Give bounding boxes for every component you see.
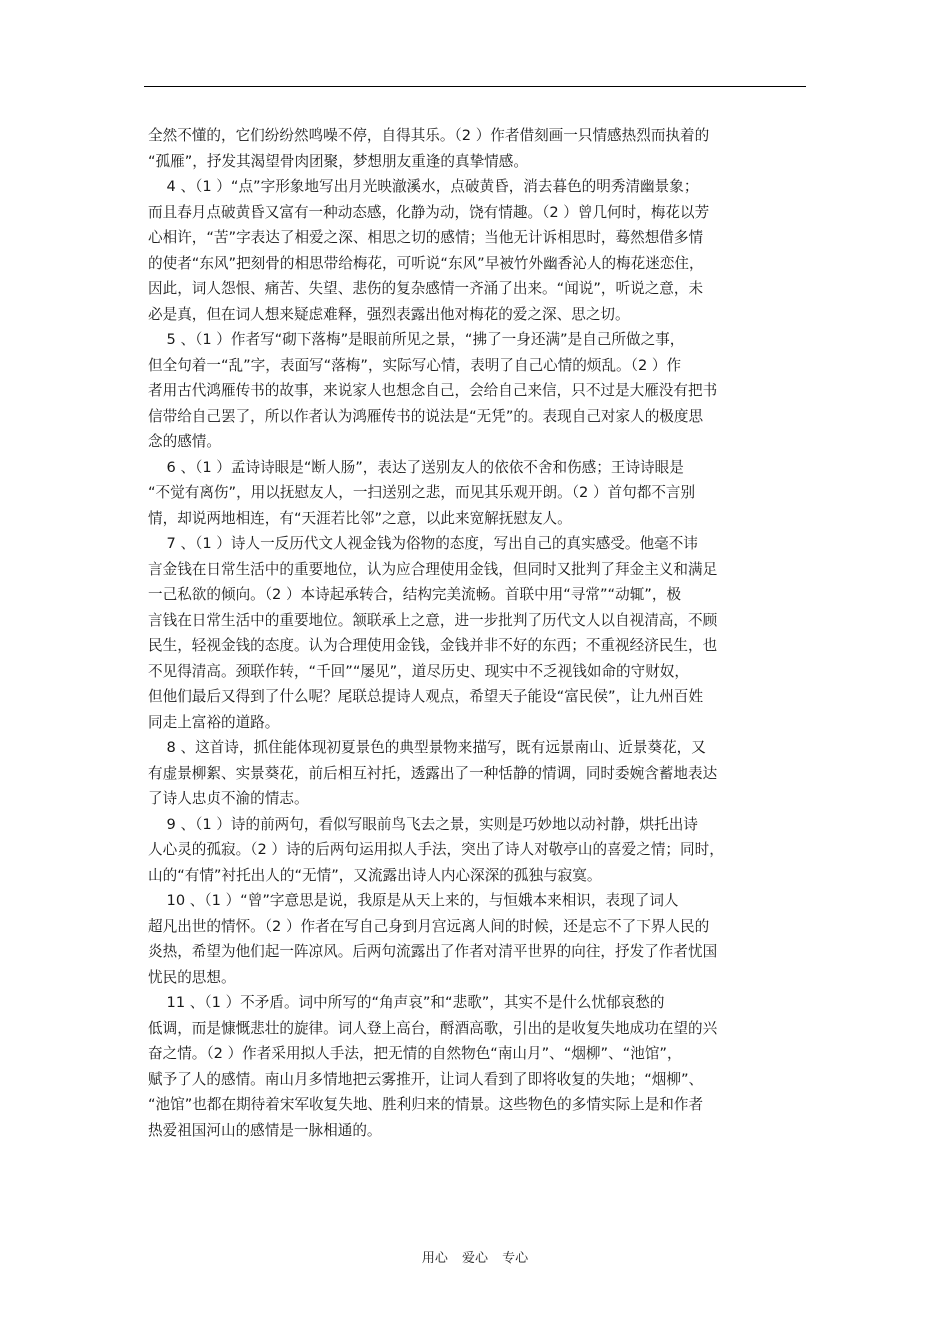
text-line: 者用古代鸿雁传书的故事，来说家人也想念自己，会给自己来信，只不过是大雁没有把书: [148, 382, 718, 399]
text-line: 忧民的思想。: [148, 968, 236, 986]
text-line: 6 、（1 ）孟诗诗眼是“断人肠”，表达了送别友人的依依不舍和伤感；王诗诗眼是: [148, 458, 684, 476]
text-line: “孤雁”，抒发其渴望骨肉团聚，梦想朋友重逢的真挚情感。: [148, 152, 528, 170]
text-line: 9 、（1 ）诗的前两句，看似写眼前鸟飞去之景，实则是巧妙地以动衬静，烘托出诗: [148, 815, 698, 833]
text-line: 但全句着一“乱”字，表面写“落梅”，实际写心情，表明了自己心情的烦乱。（2 ）作: [148, 356, 682, 374]
text-line: 了诗人忠贞不渝的情志。: [148, 790, 309, 807]
text-line: “池馆”也都在期待着宋军收复失地、胜利归来的情景。这些物色的多情实际上是和作者: [148, 1096, 704, 1113]
text-line: 同走上富裕的道路。: [148, 713, 280, 731]
text-line: 低调，而是慷慨悲壮的旋律。词人登上高台，酹酒高歌，引出的是收复失地成功在望的兴: [148, 1019, 718, 1037]
text-line: 心相许，“苦”字表达了相爱之深、相思之切的感情；当他无计诉相思时，蓦然想借多情: [148, 229, 704, 246]
text-line: 一己私欲的倾向。（2 ）本诗起承转合，结构完美流畅。首联中用“寻常”“动辄”，极: [148, 586, 682, 603]
text-line: 有虚景柳絮、实景葵花，前后相互衬托，透露出了一种恬静的情调，同时委婉含蓄地表达: [148, 764, 718, 782]
text-line: 7 、（1 ）诗人一反历代文人视金钱为俗物的态度，写出自己的真实感受。他毫不讳: [148, 535, 698, 552]
text-line: 情，却说两地相连，有“天涯若比邻”之意，以此来宽解抚慰友人。: [148, 509, 572, 527]
text-line: 言金钱在日常生活中的重要地位，认为应合理使用金钱，但同时又批判了拜金主义和满足: [148, 560, 718, 578]
text-line: 信带给自己罢了，所以作者认为鸿雁传书的说法是“无凭”的。表现自己对家人的极度思: [148, 407, 704, 425]
text-line: 炎热，希望为他们起一阵凉风。后两句流露出了作者对清平世界的向往，抒发了作者忧国: [148, 943, 718, 960]
text-line: 8 、这首诗，抓住能体现初夏景色的典型景物来描写，既有远景南山、近景葵花，又: [148, 739, 706, 756]
text-line: 4 、（1 ）“点”字形象地写出月光映澈溪水，点破黄昏，消去暮色的明秀清幽景象；: [148, 178, 699, 195]
text-line: 超凡出世的情怀。（2 ）作者在写自己身到月宫远离人间的时候，还是忘不了下界人民的: [148, 917, 710, 935]
text-line: 念的感情。: [148, 433, 221, 450]
header-rule: [144, 86, 806, 87]
text-line: 但他们最后又得到了什么呢？尾联总提诗人观点，希望天子能设“富民侯”，让九州百姓: [148, 688, 704, 705]
text-line: 山的“有情”衬托出人的“无情”，又流露出诗人内心深深的孤独与寂寞。: [148, 866, 602, 884]
text-line: 的使者“东风”把刻骨的相思带给梅花，可听说“东风”早被竹外幽香沁人的梅花迷恋住，: [148, 254, 704, 272]
text-line: 全然不懂的，它们纷纷然鸣噪不停，自得其乐。（2 ）作者借刻画一只情感热烈而执着的: [148, 127, 710, 144]
text-line: 10 、（1 ）“曾”字意思是说，我原是从天上来的，与恒娥本来相识，表现了词人: [148, 892, 679, 909]
text-line: 人心灵的孤寂。（2 ）诗的后两句运用拟人手法，突出了诗人对敬亭山的喜爱之情；同时，: [148, 841, 724, 858]
text-line: 言钱在日常生活中的重要地位。颔联承上之意，进一步批判了历代文人以自视清高，不顾: [148, 611, 718, 629]
text-line: 民生，轻视金钱的态度。认为合理使用金钱，金钱并非不好的东西；不重视经济民生，也: [148, 637, 718, 654]
text-line: 5 、（1 ）作者写“砌下落梅”是眼前所见之景，“拂了一身还满”是自己所做之事，: [148, 331, 685, 348]
text-line: 奋之情。（2 ）作者采用拟人手法，把无情的自然物色“南山月”、“烟柳”、“池馆”，: [148, 1045, 682, 1062]
text-line: 赋予了人的感情。南山月多情地把云雾推开，让词人看到了即将收复的失地；“烟柳”、: [148, 1070, 704, 1088]
page-footer: 用心 爱心 专心: [421, 1251, 529, 1266]
text-line: 而且春月点破黄昏又富有一种动态感，化静为动，饶有情趣。（2 ）曾几何时，梅花以芳: [148, 203, 710, 221]
text-line: 因此，词人怨恨、痛苦、失望、悲伤的复杂感情一齐涌了出来。“闻说”，听说之意，未: [148, 280, 704, 297]
text-line: 11 、（1 ）不矛盾。词中所写的“角声哀”和“悲歌”，其实不是什么忧郁哀愁的: [148, 994, 665, 1011]
text-line: “不觉有离伤”，用以抚慰友人，一扫送别之悲，而见其乐观开朗。（2 ）首句都不言别: [148, 484, 696, 501]
text-line: 不见得清高。颈联作转，“千回”“屡见”，道尽历史、现实中不乏视钱如命的守财奴，: [148, 662, 690, 680]
text-line: 热爱祖国河山的感情是一脉相通的。: [148, 1121, 382, 1139]
answer-text-body: [148, 123, 808, 1143]
text-line: 必是真，但在词人想来疑虑难释，强烈表露出他对梅花的爱之深、思之切。: [148, 305, 630, 323]
